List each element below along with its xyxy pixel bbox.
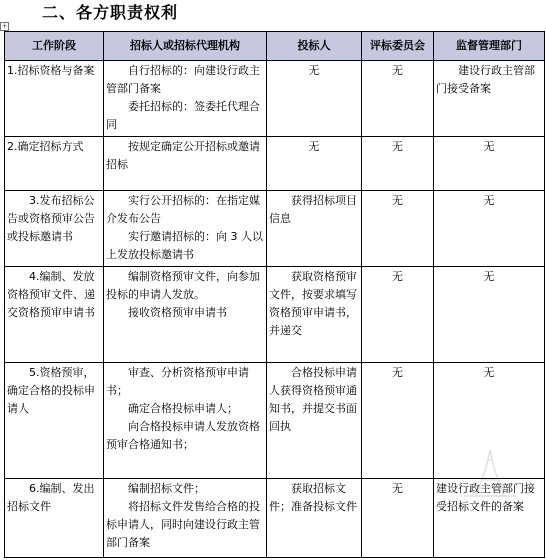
bidder-cell <box>267 191 362 267</box>
stage-cell: 2.确定招标方式 <box>5 137 104 191</box>
supervisor-cell: 无 <box>434 191 545 267</box>
tenderer-cell <box>104 61 267 137</box>
committee-cell: 无 <box>362 363 434 479</box>
tenderer-line: 编制资格预审文件，向参加投标的申请人发放。 <box>106 270 260 301</box>
committee-cell: 无 <box>362 61 434 137</box>
header-tenderer: 招标人或招标代理机构 <box>104 32 267 61</box>
tenderer-line: 审查、分析资格预审申请书； <box>106 366 249 397</box>
tenderer-line: 按规定确定公开招标或邀请招标 <box>106 140 260 171</box>
supervisor-cell: 无 <box>434 267 545 363</box>
bidder-text: 获得招标项目信息 <box>269 194 357 225</box>
supervisor-line: 建设行政主管部门接受招标文件的备案 <box>436 482 535 513</box>
bidder-text: 获取资格预审文件，按要求填写资格预审申请书，并递交 <box>269 270 357 337</box>
stage-text: 6.编制、发出招标文件 <box>7 482 95 513</box>
stage-text: 5.资格预审，确定合格的投标申请人 <box>7 366 95 415</box>
bidder-cell <box>267 267 362 363</box>
table-header-row <box>5 32 545 61</box>
tenderer-line: 编制招标文件； <box>128 482 205 495</box>
stage-text: 3.发布招标公告或资格预审公告或投标邀请书 <box>7 194 95 243</box>
watermark-tower-icon <box>460 448 520 498</box>
header-bidder: 投标人 <box>267 32 362 61</box>
table-row <box>5 61 545 137</box>
committee-cell: 无 <box>362 267 434 363</box>
bidder-cell <box>267 479 362 558</box>
tenderer-line: 向合格投标申请人发放资格预审合格通知书； <box>106 420 260 451</box>
tenderer-cell <box>104 479 267 558</box>
tenderer-cell <box>104 137 267 191</box>
committee-cell: 无 <box>362 479 434 558</box>
tenderer-cell <box>104 267 267 363</box>
section-title: 二、各方职责权利 <box>42 3 179 22</box>
table-anchor-icon[interactable]: + <box>1 22 8 30</box>
stage-text: 4.编制、发放资格预审文件、递交资格预审申请书 <box>7 270 95 319</box>
tenderer-line: 实行邀请招标的：向 3 人以上发放投标邀请书 <box>106 230 263 261</box>
supervisor-cell: 无 <box>434 137 545 191</box>
tenderer-line: 确定合格投标申请人； <box>128 402 238 415</box>
stage-cell <box>5 479 104 558</box>
bidder-cell: 无 <box>267 137 362 191</box>
table-row <box>5 267 545 363</box>
header-supervisor: 监督管理部门 <box>434 32 545 61</box>
supervisor-line: 建设行政主管部门接受备案 <box>436 64 535 95</box>
table-row <box>5 137 545 191</box>
stage-cell <box>5 267 104 363</box>
header-stage: 工作阶段 <box>5 32 104 61</box>
bidder-cell: 无 <box>267 61 362 137</box>
committee-cell: 无 <box>362 137 434 191</box>
tenderer-line: 实行公开招标的：在指定媒介发布公告 <box>106 194 260 225</box>
bidder-text: 合格投标申请人获得资格预审通知书，并提交书面回执 <box>269 366 357 433</box>
stage-cell <box>5 191 104 267</box>
tenderer-line: 自行招标的：向建设行政主管部门备案 <box>106 64 260 95</box>
tenderer-line: 将招标文件发售给合格的投标申请人，同时向建设行政主管部门备案 <box>106 500 260 549</box>
header-committee: 评标委员会 <box>362 32 434 61</box>
tenderer-cell <box>104 191 267 267</box>
bidder-text: 获取招标文件；准备投标文件 <box>269 482 357 513</box>
tenderer-cell <box>104 363 267 479</box>
committee-cell: 无 <box>362 191 434 267</box>
stage-cell: 1.招标资格与备案 <box>5 61 104 137</box>
supervisor-cell: 无 <box>434 363 545 479</box>
tenderer-line: 接收资格预审申请书 <box>128 306 227 319</box>
bidder-cell <box>267 363 362 479</box>
table-row <box>5 191 545 267</box>
stage-cell <box>5 363 104 479</box>
tenderer-line: 委托招标的：签委托代理合同 <box>106 100 260 131</box>
supervisor-cell <box>434 61 545 137</box>
